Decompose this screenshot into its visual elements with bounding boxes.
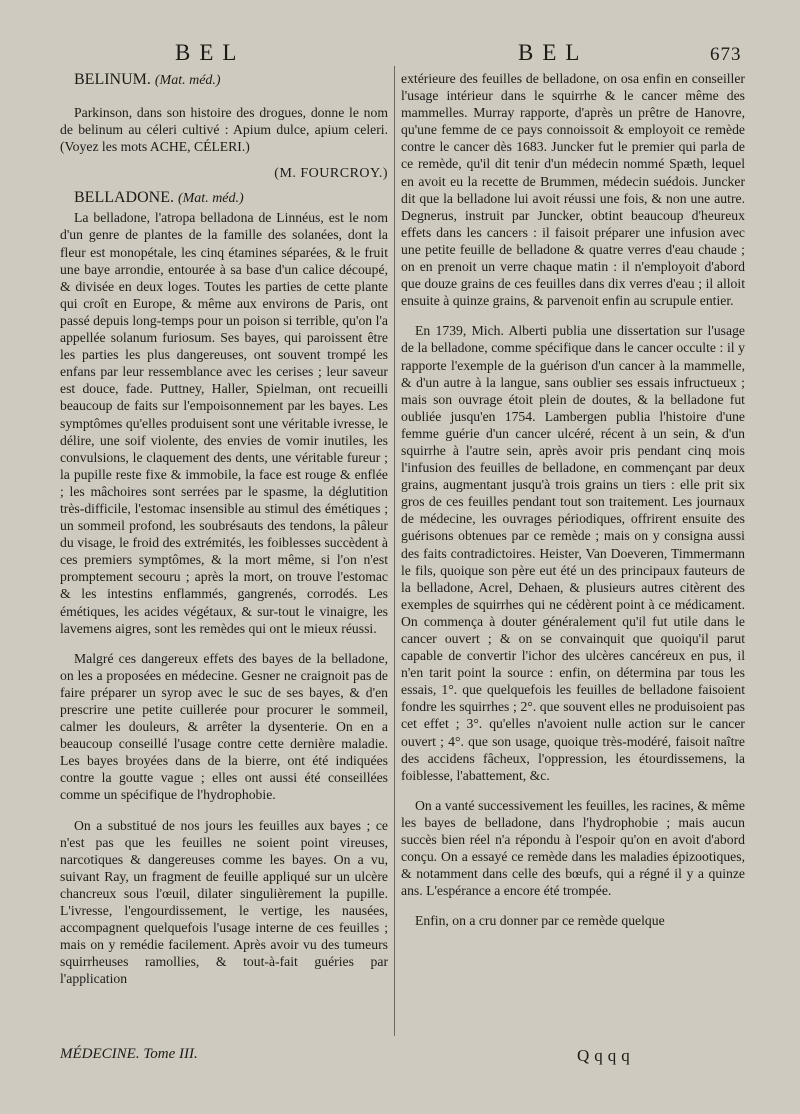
- entry-title-belinum: BELINUM.: [74, 71, 151, 88]
- right-column: [401, 70, 745, 930]
- paragraph-hydrophobie: On a vanté successivement les feuilles, les racines, & même les bayes de belladone, dans l'hydrophobie ; mais aucun succès bien réel n'a répondu à l'espoir qu'on en avoit d'abord conçu. On a essayé ce remède dans les maladies épizootiques, & notamment dans celle des bœufs, qui a régné il y a quinze ans. L'espérance a encore été trompée.: [401, 797, 745, 899]
- entry-category-belladone: (Mat. méd.): [177, 191, 244, 207]
- page-number: 673: [710, 44, 742, 65]
- running-head-left: BEL: [175, 40, 246, 65]
- entry-text-belinum: Parkinson, dans son histoire des drogues, donne le nom de belinum au céleri cultivé : Apium dulce, apium celeri. (Voyez les mots ACHE, CÉLERI.): [60, 105, 388, 155]
- entry-heading-belladone: [60, 188, 388, 209]
- entry-heading-belinum: [60, 70, 388, 91]
- left-column: [60, 70, 388, 988]
- paragraph-alberti: En 1739, Mich. Alberti publia une dissertation sur l'usage de la belladone, comme spécifique dans le cancer occulte : il y rapporte l'exemple de la guérison d'un cancer à la mammelle, & d'un autre à la langue, sans oublier ses essais infructueux ; mais son ouvrage étoit plein de doutes, & la belladone fut oubliée jusqu'en 1754. Lambergen publia l'histoire d'une femme guérie d'un cancer ulcéré, récent à un sein, & d'un squirrhe à l'autre sein, après avoir pris pendant cinq mois l'infusion des feuilles de belladone, en commençant par deux grains, augmentant jusqu'à trois grains un tiers : elle prit six gros de ces feuilles pendant tout son traitement. Les journaux de médecine, les ouvrages périodiques, offrirent ensuite des guérisons obtenues par ce remède ; mais on y consigna aussi des faits contradictoires. Heister, Van Doeveren, Timmermann le fils, quoique son père eut été un des principaux fauteurs de la belladone, Acrel, Dehaen, & plusieurs autres citèrent des exemples de squirrhes qui ne cédèrent point à ce médicament. On commença à douter généralement qu'il fut utile dans le cancer ouvert ; & on se convainquit que quoiqu'il parut capable de convertir l'ichor des ulcères cancéreux en pus, il n'en tarit point la source : enfin, on détermina par tous les essais, 1°. que quelquefois les feuilles de belladone faisoient fondre les squirrhes ; 2°. que souvent elles ne produisoient pas cet effet ; 3°. qu'elles n'avoient nulle action sur le cancer ouvert ; 4°. que son usage, quoique très-modéré, faisoit naître des accidens fâcheux, l'oppression, les étourdissemens, la foiblesse, l'abattement, &c.: [401, 323, 745, 783]
- author-byline: (M. FOURCROY.): [274, 166, 388, 182]
- paragraph-description: La belladone, l'atropa belladona de Linnéus, est le nom d'un genre de plantes de la famille des solanées, dont la fleur est monopétale, les cinq étamines séparées, & le fruit une baye arrondie, entourée à sa base d'un calice découpé, & divisée en deux loges. Toutes les parties de cette plante qui croît en Europe, & même aux environs de Paris, ont passé depuis long-temps pour un poison si terrible, qu'on l'a appellée solanum furiosum. Ses bayes, qui paroissent être les parties les plus dangereuses, ont souvent trompé les enfans par leur ressemblance avec les cerises ; leur saveur est douce, fade. Puttney, Haller, Spielman, ont recueilli beaucoup de faits sur l'empoisonnement par les bayes. Les symptômes qu'elles produisent sont une véritable ivresse, le délire, une soif violente, des envies de vomir inutiles, les convulsions, le claquement des dents, une véritable fureur ; la pupille reste fixe & immobile, la face est rouge & enflée ; les mâchoires sont serrées par le spasme, la déglutition très-difficile, l'estomac insensible au stimul des émétiques ; un sommeil profond, les soubrésauts des tendons, la pâleur du visage, le froid des extrémités, les foiblesses succèdent à ces premiers symptômes, & la mort même, si l'on n'est promptement secouru ; après la mort, on trouve l'estomac & les intestins enflammés, gangrenés, corrodés. Les émétiques, les acides végétaux, & sur-tout le vinaigre, les lavemens aigres, sont les remèdes qui ont le mieux réussi.: [60, 210, 388, 636]
- paragraph-feuilles: On a substitué de nos jours les feuilles aux bayes ; ce n'est pas que les feuilles ne soient point vireuses, narcotiques & dangereuses comme les bayes. On a vu, suivant Ray, un fragment de feuille appliqué sur un ulcère chancreux sous l'œuil, dilater singulièrement la pupille. L'ivresse, l'engourdissement, le vertige, les nausées, accompagnent quelquefois l'usage interne de ces feuilles ; mais on y remédie facilement. Après avoir vu des tumeurs squirrheuses ramollies, & tout-à-fait guéries par l'application: [60, 817, 388, 987]
- entry-title-belladone: BELLADONE.: [74, 189, 174, 207]
- paragraph-usage-interieur: extérieure des feuilles de belladone, on osa enfin en conseiller l'usage intérieur dans le squirrhe & le cancer même des mammelles. Murray rapporte, d'après un prêtre de Hanovre, qu'une femme de ce pays connoissoit & employoit ce remède contre le cancer dès 1683. Juncker fut le premier qui parla de ce remède, qu'il dit tenir d'un médecin nommé Spæth, lequel en avoit eu la recette de Brummen, médecin suédois. Juncker dit que la belladone lui avoit réussi une fois, & non une autre. Degnerus, instruit par Juncker, obtint beaucoup d'heureux effets dans les cancers : il faisoit préparer une infusion avec une petite feuille de belladone & quatre verres d'eau chaude ; on en prenoit un verre chaque matin : il n'employoit d'abord que douze grains de ces feuilles dans dix verres d'eau ; il alloit ensuite à quinze grains, & parvenoit enfin au scrupule entier.: [401, 71, 745, 309]
- volume-footer: MÉDECINE. Tome III.: [60, 1046, 198, 1062]
- column-divider: [394, 66, 395, 1036]
- running-head-right: BEL: [518, 40, 589, 65]
- paragraph-enfin: Enfin, on a cru donner par ce remède quelque: [415, 913, 665, 929]
- entry-category-belinum: (Mat. méd.): [154, 73, 221, 88]
- signature-mark: Qqqq: [577, 1046, 635, 1065]
- paragraph-bayes-medecine: Malgré ces dangereux effets des bayes de la belladone, on les a proposées en médecine. Gesner ne craignoit pas de faire préparer un syrop avec le suc de ses bayes, & d'en prescrire une petite cuillerée pour procurer le sommeil, calmer les douleurs, & arrêter la dysenterie. On en a beaucoup conseillé l'usage contre cette dernière maladie. Les bayes broyées dans de la bierre, ont été indiquées contre la goutte vague ; elles ont aussi été conseillées comme un spécifique de l'hydrophobie.: [60, 650, 388, 803]
